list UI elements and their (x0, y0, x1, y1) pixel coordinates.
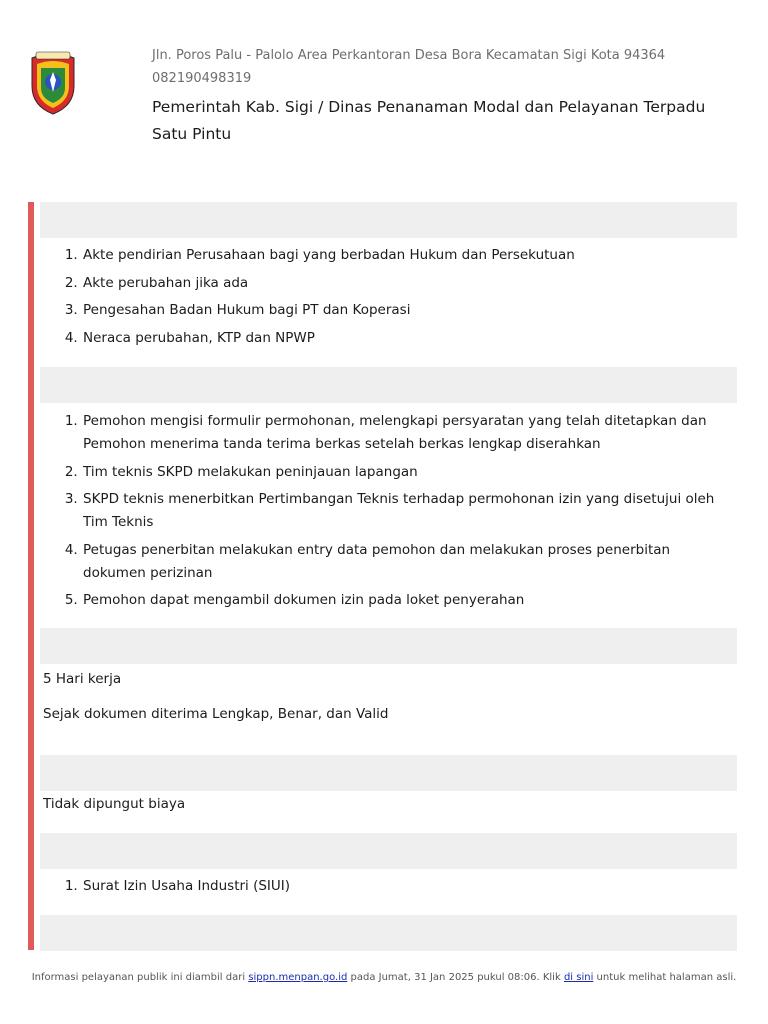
source-link[interactable]: sippn.menpan.go.id (248, 972, 348, 983)
requirements-list (42, 244, 730, 354)
cost-text: Tidak dipungut biaya (43, 796, 186, 812)
office-address: Jln. Poros Palu - Palolo Area Perkantoran Desa Bora Kecamatan Sigi Kota 94364 (152, 48, 666, 63)
duration-note: Sejak dokumen diterima Lengkap, Benar, dan Valid (43, 706, 389, 722)
list-item: 1. Surat Izin Usaha Industri (SIUI) (82, 875, 730, 898)
original-page-link[interactable]: di sini (563, 972, 594, 983)
duration-time: 5 Hari kerja (43, 671, 122, 687)
list-item: 3. SKPD teknis menerbitkan Pertimbangan Teknis terhadap permohonan izin yang disetujui oleh Tim Teknis (82, 488, 730, 534)
section-band-cost (40, 755, 737, 791)
kabupaten-sigi-logo (28, 48, 78, 116)
list-item: 2. Tim teknis SKPD melakukan peninjauan lapangan (82, 461, 730, 484)
list-item: 4. Petugas penerbitan melakukan entry data pemohon dan melakukan proses penerbitan dokumen perizinan (82, 539, 730, 585)
office-phone: 082190498319 (152, 71, 252, 86)
footer-prefix: Informasi pelayanan publik ini diambil dari (31, 972, 246, 983)
page-header (0, 0, 768, 160)
footer-middle: pada Jumat, 31 Jan 2025 pukul 08:06. Klik (350, 972, 561, 983)
list-item: 4. Neraca perubahan, KTP dan NPWP (82, 327, 730, 350)
section-band-products (40, 833, 737, 869)
list-item: 3. Pengesahan Badan Hukum bagi PT dan Koperasi (82, 299, 730, 322)
list-item: 5. Pemohon dapat mengambil dokumen izin pada loket penyerahan (82, 589, 730, 612)
list-item: 2. Akte perubahan jika ada (82, 272, 730, 295)
page-footer (0, 972, 768, 983)
section-band-duration (40, 628, 737, 664)
section-band-requirements (40, 202, 737, 238)
procedures-list (42, 410, 730, 617)
organization-name: Pemerintah Kab. Sigi / Dinas Penanaman Modal dan Pelayanan Terpadu Satu Pintu (152, 98, 706, 143)
section-band-extra (40, 915, 737, 951)
list-item: 1. Pemohon mengisi formulir permohonan, melengkapi persyaratan yang telah ditetapkan dan Pemohon menerima tanda terima berkas setelah berkas lengkap diserahkan (82, 410, 730, 456)
footer-suffix: untuk melihat halaman asli. (596, 972, 737, 983)
section-band-procedures (40, 367, 737, 403)
list-item: 1. Akte pendirian Perusahaan bagi yang berbadan Hukum dan Persekutuan (82, 244, 730, 267)
products-list (42, 875, 730, 903)
